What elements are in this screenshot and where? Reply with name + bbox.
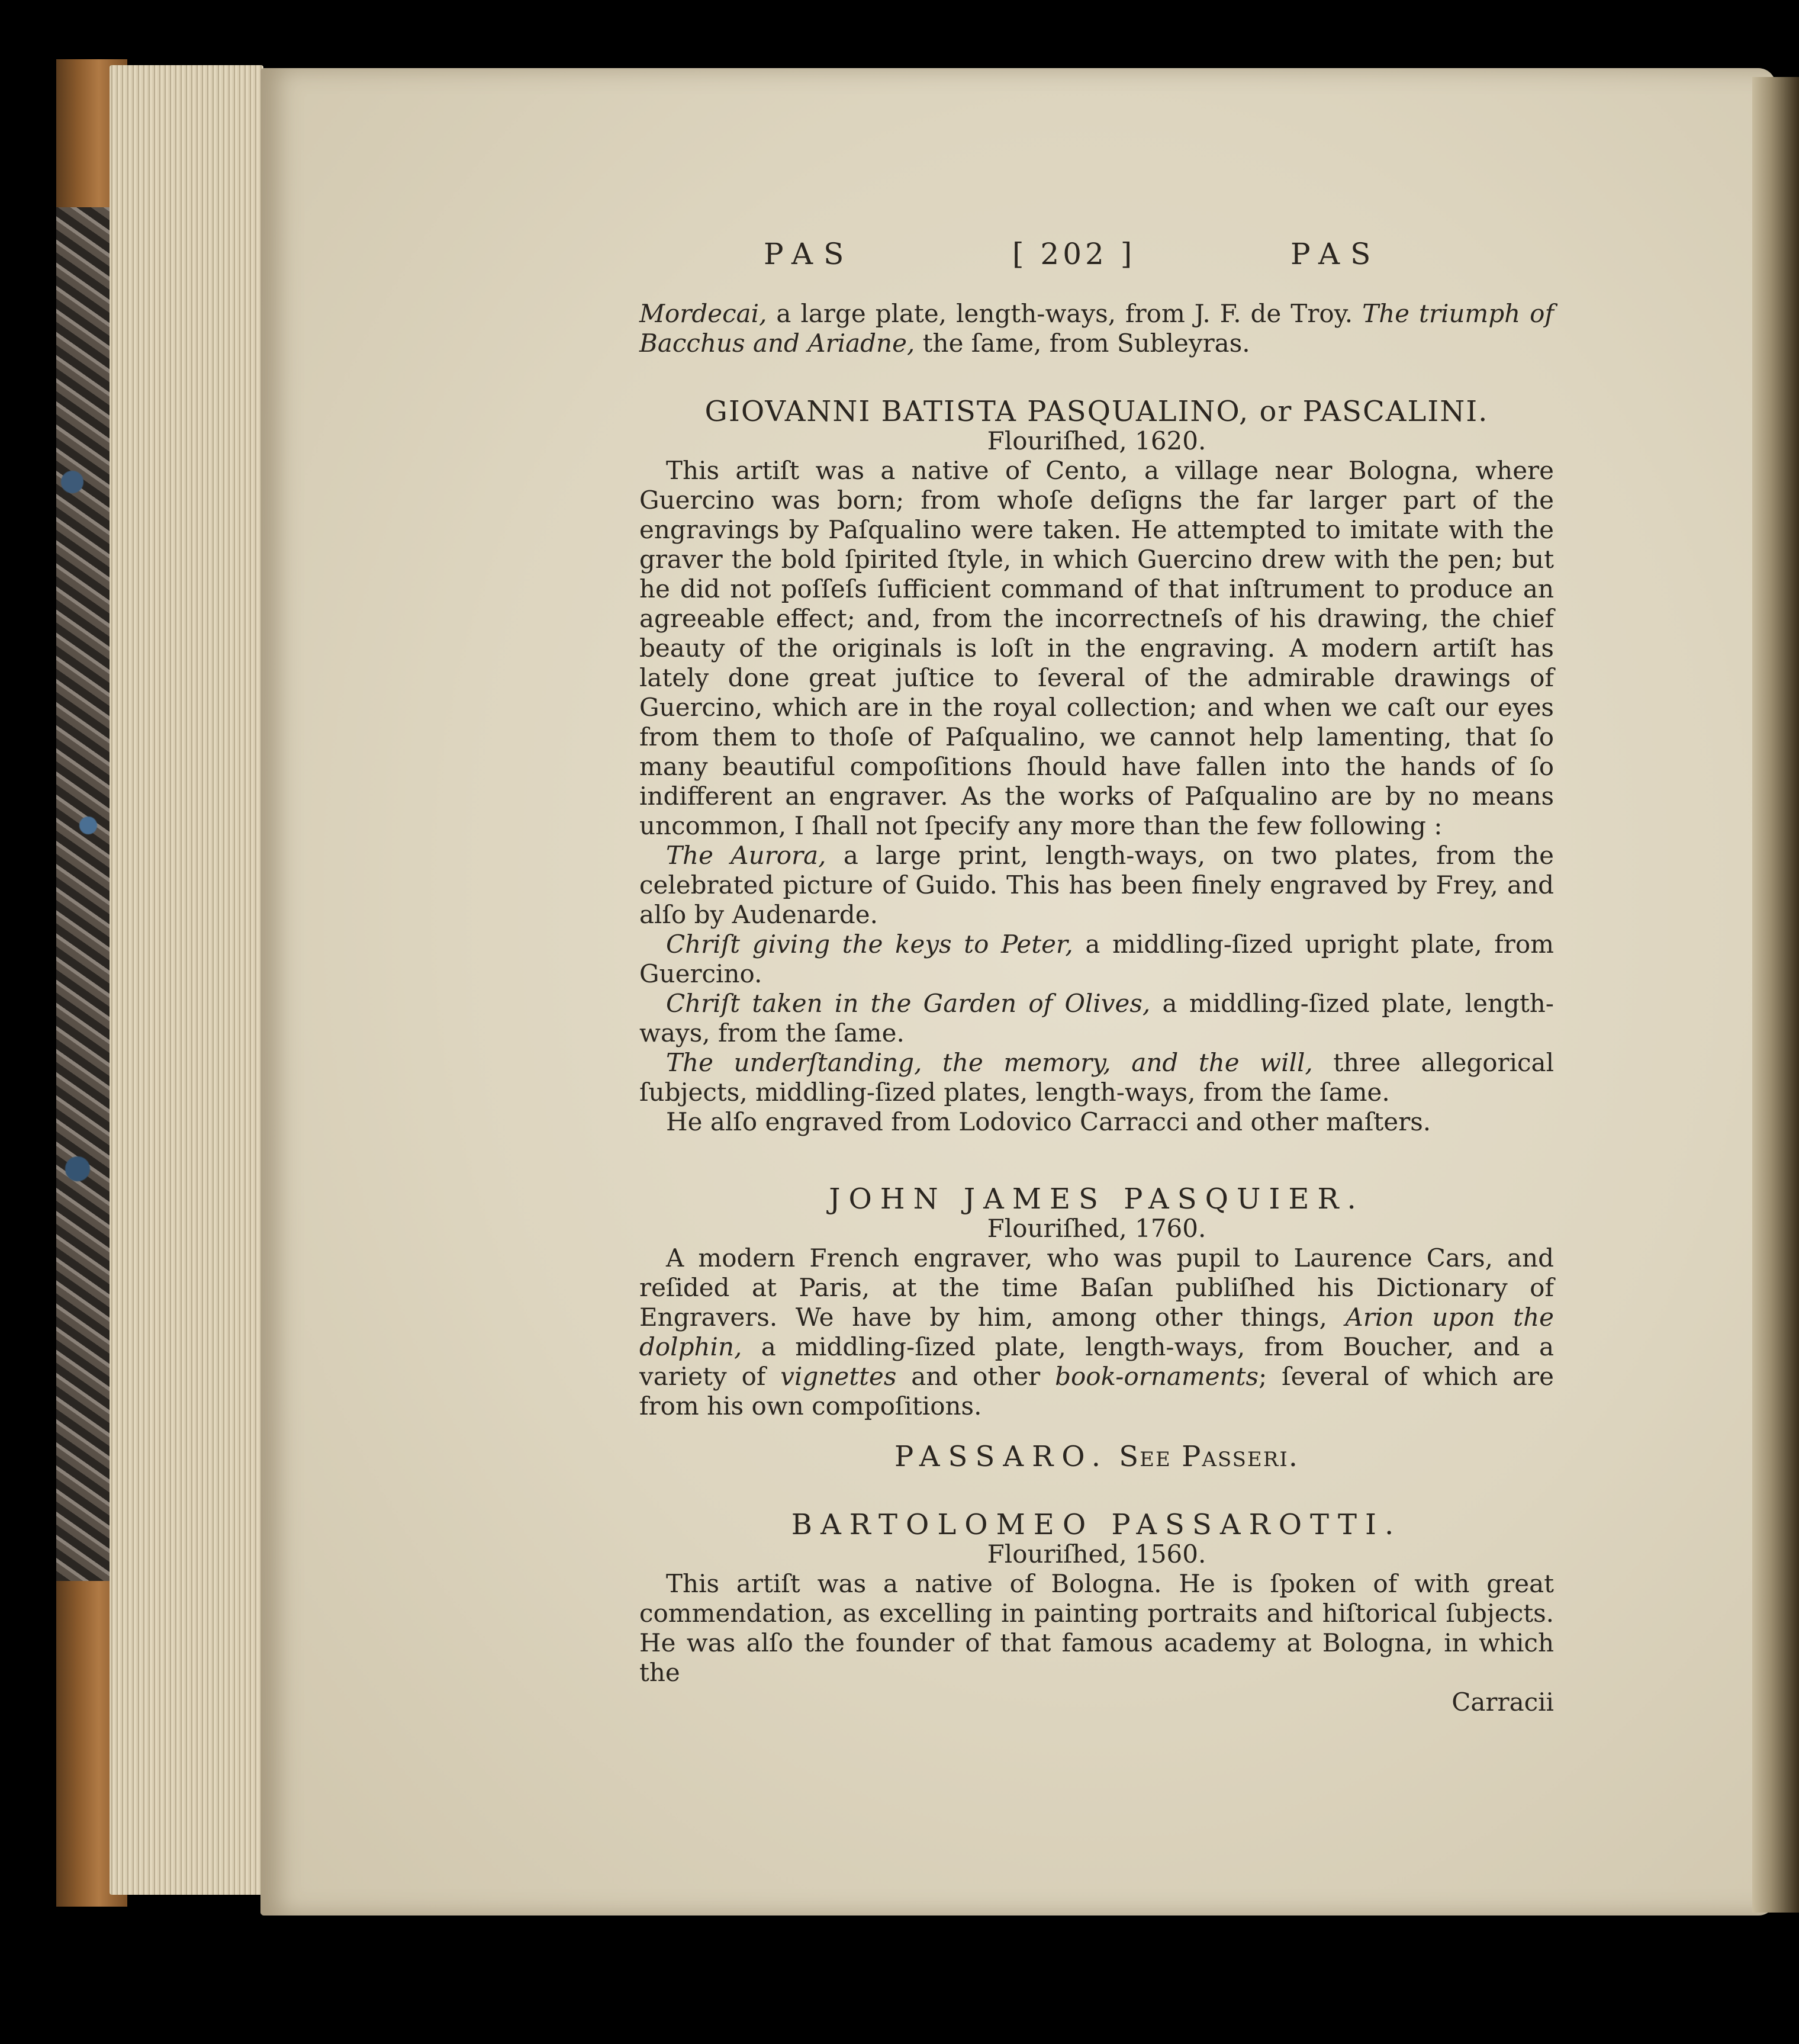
entry-heading: JOHN JAMES PASQUIER. [829,1182,1364,1216]
work-item [639,841,1554,930]
work-title: Mordecai, [639,299,767,328]
running-head-right: PAS [1290,237,1382,271]
work-title: The underſtanding, the memory, and the will, [666,1048,1313,1077]
work-text: three allegorical ſubjects, middling-ſized plates, length-ways, from the ſame. [639,1048,1554,1107]
entry-body: This artiſt was a native of Bologna. He is ſpoken of with great commendation, as excelling in painting portraits and hiſtorical ſubjects. He was alſo the founder of that famous academy at Bologna, in which the [639,1569,1554,1687]
entry-body [639,1243,1554,1421]
entry-heading-cross-reference [639,1442,1554,1471]
entry-body: This artiſt was a native of Cento, a village near Bologna, where Guercino was born; from whoſe deſigns the far larger part of the engravings by Paſqualino were taken. He attempted to imitate with the graver the bold ſpirited ſtyle, in which Guercino drew with the pen; but he did not poſſeſs ſufficient command of that inſtrument to produce an agreeable effect; and, from the incorrectneſs of his drawing, the chief beauty of the originals is loſt in the engraving. A modern artiſt has lately done great juſtice to ſeveral of the admirable drawings of Guercino, which are in the royal collection; and when we caſt our eyes from them to thoſe of Paſqualino, we cannot help lamenting, that ſo many beautiful compoſitions ſhould have fallen into the hands of ſo indifferent an engraver. As the works of Paſqualino are by no means uncommon, I ſhall not ſpecify any more than the few following : [639,456,1554,840]
running-head [764,237,1444,284]
page-number: [ 202 ] [1012,237,1136,271]
entry-closing: He alſo engraved from Lodovico Carracci and other maſters. [666,1107,1431,1136]
work-title: Arion upon the dolphin, [639,1303,1555,1361]
work-text: a middling-ſized plate, length-ways, from the ſame. [639,989,1554,1047]
entry-pasqualino [639,397,1554,1137]
work-title: The Aurora, [666,841,826,870]
entry-text: and other [896,1362,1055,1391]
work-title: vignettes [780,1362,897,1391]
entry-heading: BARTOLOMEO PASSAROTTI. [791,1508,1402,1541]
entry-text: ; ſeveral of which are from his own compoſitions. [639,1362,1554,1420]
work-item [639,930,1554,989]
page-block-edge [110,65,263,1895]
right-page-edge [1752,77,1799,1913]
running-head-left: PAS [764,237,855,271]
flourished-date: Flouriſhed, 1560. [987,1540,1206,1569]
work-title: Chriſt giving the keys to Peter, [666,930,1073,959]
work-item [639,989,1554,1048]
work-text: a middling-ſized upright plate, from Guercino. [639,930,1554,988]
work-title: Chriſt taken in the Garden of Olives, [666,989,1151,1018]
entry-passaro [639,1442,1554,1471]
catchword: Carracii [1452,1688,1554,1717]
flourished-date: Flouriſhed, 1760. [987,1214,1206,1243]
entry-passarotti [639,1510,1554,1717]
work-text: a large print, length-ways, on two plates, from the celebrated picture of Guido. This has been finely engraved by Frey, and alſo by Audenarde. [639,841,1554,929]
work-item [639,1048,1554,1107]
flourished-date: Flouriſhed, 1620. [987,426,1206,455]
entry-heading: PASSARO. [894,1440,1109,1473]
entry-text: a middling-ſized plate, length-ways, from Boucher, and a variety of [639,1332,1554,1391]
entry-pasquier [639,1184,1554,1421]
entry-heading: GIOVANNI BATISTA PASQUALINO, or PASCALINI. [704,395,1489,428]
entry-text: A modern French engraver, who was pupil to Laurence Cars, and reſided at Paris, at the time Baſan publiſhed his Dictionary of Engravers. We have by him, among other things, [639,1243,1554,1332]
work-text: the ſame, from Subleyras. [915,329,1250,358]
work-text: a large plate, length-ways, from J. F. de Troy. [767,299,1363,328]
cross-reference: See Passeri. [1119,1440,1299,1473]
work-title: book-ornaments [1055,1362,1259,1391]
marbled-endpaper [56,207,110,1581]
work-title: The triumph of Bacchus and Ariadne, [639,299,1554,358]
intro-paragraph [639,299,1554,358]
